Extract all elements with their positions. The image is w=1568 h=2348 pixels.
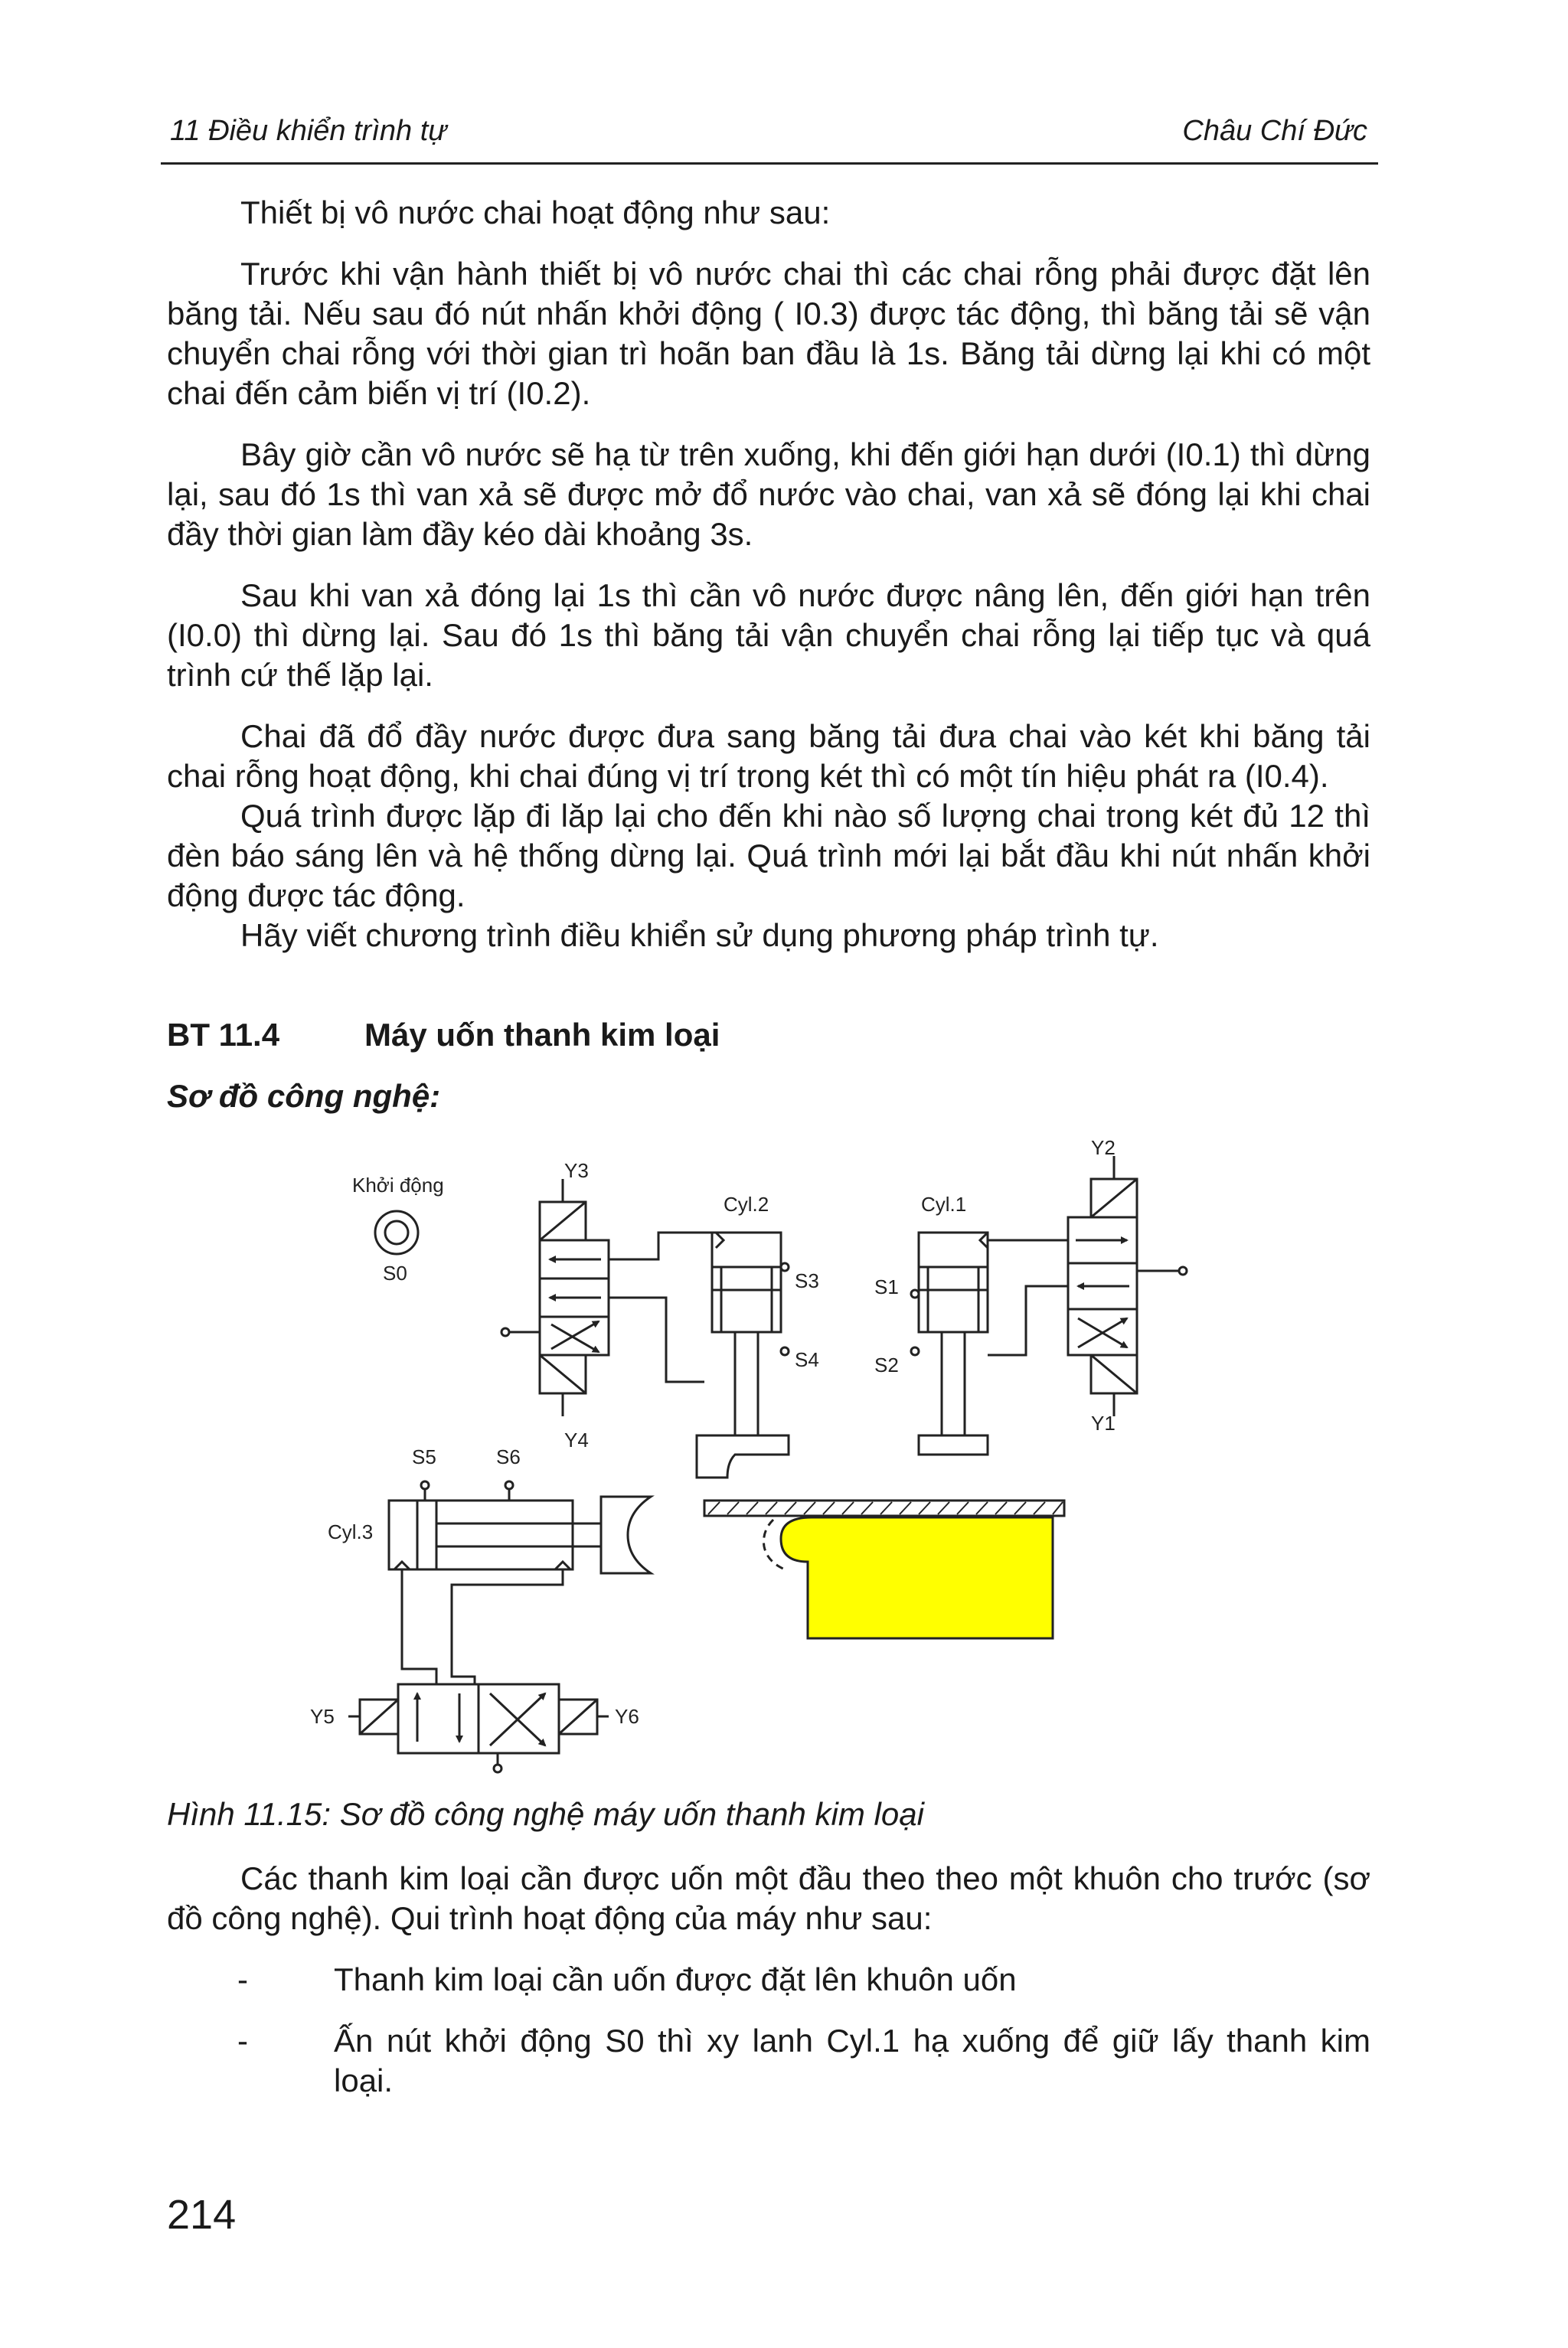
bullet-text: Ấn nút khởi động S0 thì xy lanh Cyl.1 hạ xuống để giữ lấy thanh kim loại.: [334, 2023, 1370, 2098]
y1-label: Y1: [1091, 1412, 1116, 1435]
y6-label: Y6: [615, 1705, 639, 1728]
cylinder-1: [911, 1233, 988, 1455]
s0-label: S0: [383, 1262, 407, 1285]
page-number: 214: [167, 2192, 237, 2238]
y3-label: Y3: [564, 1159, 589, 1182]
cyl2-label: Cyl.2: [724, 1193, 769, 1216]
paragraph: Sau khi van xả đóng lại 1s thì cần vô nước được nâng lên, đến giới hạn trên (I0.0) thì dừng lại. Sau đó 1s thì băng tải vận chuyển chai rỗng lại tiếp tục và quá trình cứ thế lặp lại.: [167, 577, 1370, 693]
paragraph: Hãy viết chương trình điều khiển sử dụng phương pháp trình tự.: [240, 917, 1159, 953]
workpiece: [781, 1517, 1053, 1638]
s3-label: S3: [795, 1269, 819, 1292]
paragraph: Thiết bị vô nước chai hoạt động như sau:: [240, 194, 831, 230]
bullet-dash: -: [237, 1961, 248, 1997]
author-header: Châu Chí Đức: [1182, 115, 1367, 147]
valve-y1-y2: [988, 1156, 1187, 1416]
s6-label: S6: [496, 1445, 521, 1468]
body-text-after-figure: [167, 1859, 1370, 1938]
valve-y3-y4: [501, 1179, 716, 1416]
chapter-header: 11 Điều khiển trình tự: [170, 115, 447, 147]
list-item: [167, 1960, 1370, 2000]
section-subtitle: Sơ đồ công nghệ:: [167, 1078, 441, 1114]
valve-y5-y6: [348, 1684, 609, 1772]
start-button-icon: [375, 1211, 418, 1254]
cyl3-label: Cyl.3: [328, 1520, 374, 1543]
paragraph: Trước khi vận hành thiết bị vô nước chai thì các chai rỗng phải được đặt lên băng tải. Nếu sau đó nút nhấn khởi động ( I0.3) được tác động, thì băng tải sẽ vận chuyển chai rỗng với thời gian trì hoãn ban đầu là 1s. Băng tải dừng lại khi có một chai đến cảm biến vị trí (I0.2).: [167, 256, 1370, 411]
paragraph: Bây giờ cần vô nước sẽ hạ từ trên xuống, khi đến giới hạn dưới (I0.1) thì dừng lại, sau đó 1s thì van xả sẽ được mở đổ nước vào chai, van xả sẽ đóng lại khi chai đầy thời gian làm đầy kéo dài khoảng 3s.: [167, 436, 1370, 552]
list-item: [167, 2021, 1370, 2101]
y2-label: Y2: [1091, 1136, 1116, 1159]
bullet-dash: -: [237, 2023, 248, 2059]
s4-label: S4: [795, 1348, 819, 1371]
cyl1-label: Cyl.1: [921, 1193, 967, 1216]
paragraph: Chai đã đổ đầy nước được đưa sang băng tải đưa chai vào két khi băng tải chai rỗng hoạt động, khi chai đúng vị trí trong két thì có một tín hiệu phát ra (I0.4).: [167, 718, 1370, 794]
cylinder-3: [389, 1481, 651, 1684]
section-number: BT 11.4: [167, 1017, 280, 1053]
s1-label: S1: [874, 1275, 899, 1298]
s2-label: S2: [874, 1354, 899, 1376]
y5-label: Y5: [310, 1705, 335, 1728]
bullet-text: Thanh kim loại cần uốn được đặt lên khuôn uốn: [334, 1961, 1017, 1997]
section-name: Máy uốn thanh kim loại: [364, 1017, 720, 1053]
paragraph: Quá trình được lặp đi lăp lại cho đến khi nào số lượng chai trong két đủ 12 thì đèn báo sáng lên và hệ thống dừng lại. Quá trình mới lại bắt đầu khi nút nhấn khởi động được tác động.: [167, 798, 1370, 913]
s5-label: S5: [412, 1445, 436, 1468]
figure-caption: Hình 11.15: Sơ đồ công nghệ máy uốn thanh kim loại: [167, 1796, 924, 1832]
paragraph: Các thanh kim loại cần được uốn một đầu theo theo một khuôn cho trước (sơ đồ công nghệ). Qui trình hoạt động của máy như sau:: [167, 1860, 1370, 1936]
start-label: Khởi động: [352, 1174, 444, 1197]
y4-label: Y4: [564, 1429, 589, 1452]
cylinder-2: [697, 1233, 789, 1478]
